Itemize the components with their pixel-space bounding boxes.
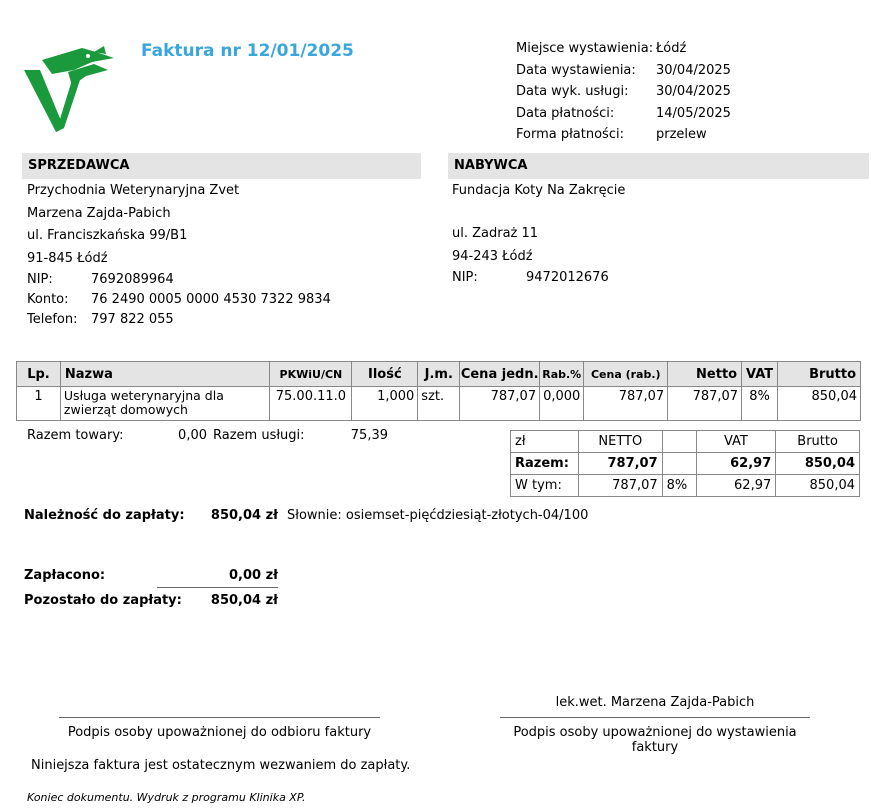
buyer-heading: NABYWCA: [448, 153, 869, 179]
invoice-meta: [516, 40, 731, 148]
item-discount: 0,000: [540, 387, 584, 421]
col-name: Nazwa: [60, 362, 270, 387]
issuer-signature-caption: Podpis osoby upoważnionej do wystawienia faktury: [513, 725, 797, 755]
seller-account-label: Konto:: [27, 292, 69, 307]
col-unit: J.m.: [418, 362, 460, 387]
summary-breakdown-gross: 850,04: [776, 475, 860, 497]
invoice-title: Faktura nr 12/01/2025: [141, 41, 354, 61]
buyer-street: ul. Zadraż 11: [452, 226, 539, 241]
vat-summary-table: [510, 430, 860, 497]
table-row: [17, 387, 861, 421]
col-price-disc: Cena (rab.): [584, 362, 668, 387]
goods-total: [27, 428, 207, 443]
items-table: [16, 361, 861, 421]
items-header-row: [17, 362, 861, 387]
seller-heading: SPRZEDAWCA: [22, 153, 421, 179]
meta-label: Data wyk. usługi:: [516, 84, 629, 99]
meta-label: Forma płatności:: [516, 127, 624, 142]
item-name: Usługa weterynaryjna dla zwierząt domowych: [60, 387, 270, 421]
col-price: Cena jedn.: [460, 362, 540, 387]
summary-head-gross: Brutto: [776, 431, 860, 453]
issuer-name: lek.wet. Marzena Zajda-Pabich: [555, 695, 755, 710]
due-value: 850,04 zł: [210, 508, 278, 523]
receiver-signature-line: [59, 717, 380, 718]
col-net: Netto: [668, 362, 742, 387]
item-price-disc: 787,07: [584, 387, 668, 421]
summary-total-gross: 850,04: [776, 453, 860, 475]
remaining-label: Pozostało do zapłaty:: [24, 593, 182, 608]
item-lp: 1: [17, 387, 61, 421]
col-lp: Lp.: [17, 362, 61, 387]
summary-head-net: NETTO: [578, 431, 662, 453]
meta-value: 30/04/2025: [656, 62, 731, 78]
buyer-name: Fundacja Koty Na Zakręcie: [452, 183, 626, 198]
meta-value: 14/05/2025: [656, 105, 731, 121]
issuer-signature-line: [500, 717, 810, 718]
col-pkwiu: PKWiU/CN: [270, 362, 352, 387]
col-discount: Rab.%: [540, 362, 584, 387]
buyer-details: [452, 180, 852, 203]
summary-total-label: Razem:: [511, 453, 579, 475]
services-total-label: Razem usługi:: [213, 428, 305, 443]
seller-nip-label: NIP:: [27, 272, 53, 287]
goods-total-label: Razem towary:: [27, 428, 124, 443]
goods-total-value: 0,00: [178, 428, 207, 443]
summary-total-row: [511, 453, 860, 475]
summary-breakdown-row: [511, 475, 860, 497]
seller-details: [27, 180, 417, 330]
remaining-value: 850,04 zł: [210, 593, 278, 608]
summary-total-vat: 62,97: [696, 453, 776, 475]
buyer-city: 94-243 Łódź: [452, 248, 533, 264]
item-gross: 850,04: [778, 387, 861, 421]
seller-street: ul. Franciszkańska 99/B1: [27, 228, 188, 243]
buyer-nip-label: NIP:: [452, 270, 478, 285]
summary-breakdown-label: W tym:: [511, 475, 579, 497]
meta-label: Miejsce wystawienia:: [516, 41, 654, 56]
item-pkwiu: 75.00.11.0: [270, 387, 352, 421]
meta-value: 30/04/2025: [656, 84, 731, 99]
paid-label: Zapłacono:: [24, 568, 106, 583]
summary-total-net: 787,07: [578, 453, 662, 475]
receiver-signature-caption: Podpis osoby upoważnionej do odbioru faktury: [67, 725, 372, 740]
meta-value: Łódź: [656, 41, 687, 56]
item-net: 787,07: [668, 387, 742, 421]
seller-nip: 7692089964: [91, 272, 174, 287]
seller-phone: 797 822 055: [91, 312, 174, 327]
summary-breakdown-net: 787,07: [578, 475, 662, 497]
meta-value: przelew: [656, 127, 707, 142]
item-vat: 8%: [742, 387, 778, 421]
amount-in-words: Słownie: osiemset-pięćdziesiąt-złotych-04/100: [287, 508, 589, 523]
seller-name: Przychodnia Weterynaryjna Zvet: [27, 183, 240, 198]
summary-currency: zł: [511, 431, 579, 453]
buyer-address: [452, 223, 852, 288]
paid-value: 0,00 zł: [229, 568, 278, 583]
col-gross: Brutto: [778, 362, 861, 387]
col-vat: VAT: [742, 362, 778, 387]
seller-phone-label: Telefon:: [27, 312, 78, 327]
meta-label: Data wystawienia:: [516, 62, 636, 78]
final-notice: Niniejsza faktura jest ostatecznym wezwaniem do zapłaty.: [31, 758, 411, 773]
summary-total-rate: [662, 453, 696, 475]
item-price: 787,07: [460, 387, 540, 421]
col-qty: Ilość: [352, 362, 418, 387]
services-total: [213, 428, 388, 443]
summary-head-row: [511, 431, 860, 453]
item-unit: szt.: [418, 387, 460, 421]
summary-head-vat: VAT: [696, 431, 776, 453]
meta-label: Data płatności:: [516, 105, 615, 121]
company-logo: [22, 40, 122, 135]
document-footer: Koniec dokumentu. Wydruk z programu Klinika XP.: [27, 791, 306, 804]
paid-underline: [157, 587, 278, 588]
due-label: Należność do zapłaty:: [24, 508, 185, 523]
summary-breakdown-rate: 8%: [662, 475, 696, 497]
summary-head-rate: [662, 431, 696, 453]
seller-owner: Marzena Zajda-Pabich: [27, 205, 171, 221]
buyer-nip: 9472012676: [526, 270, 609, 285]
item-qty: 1,000: [352, 387, 418, 421]
summary-breakdown-vat: 62,97: [696, 475, 776, 497]
seller-account: 76 2490 0005 0000 4530 7322 9834: [91, 292, 331, 307]
seller-city: 91-845 Łódź: [27, 250, 108, 266]
services-total-value: 75,39: [350, 428, 388, 443]
